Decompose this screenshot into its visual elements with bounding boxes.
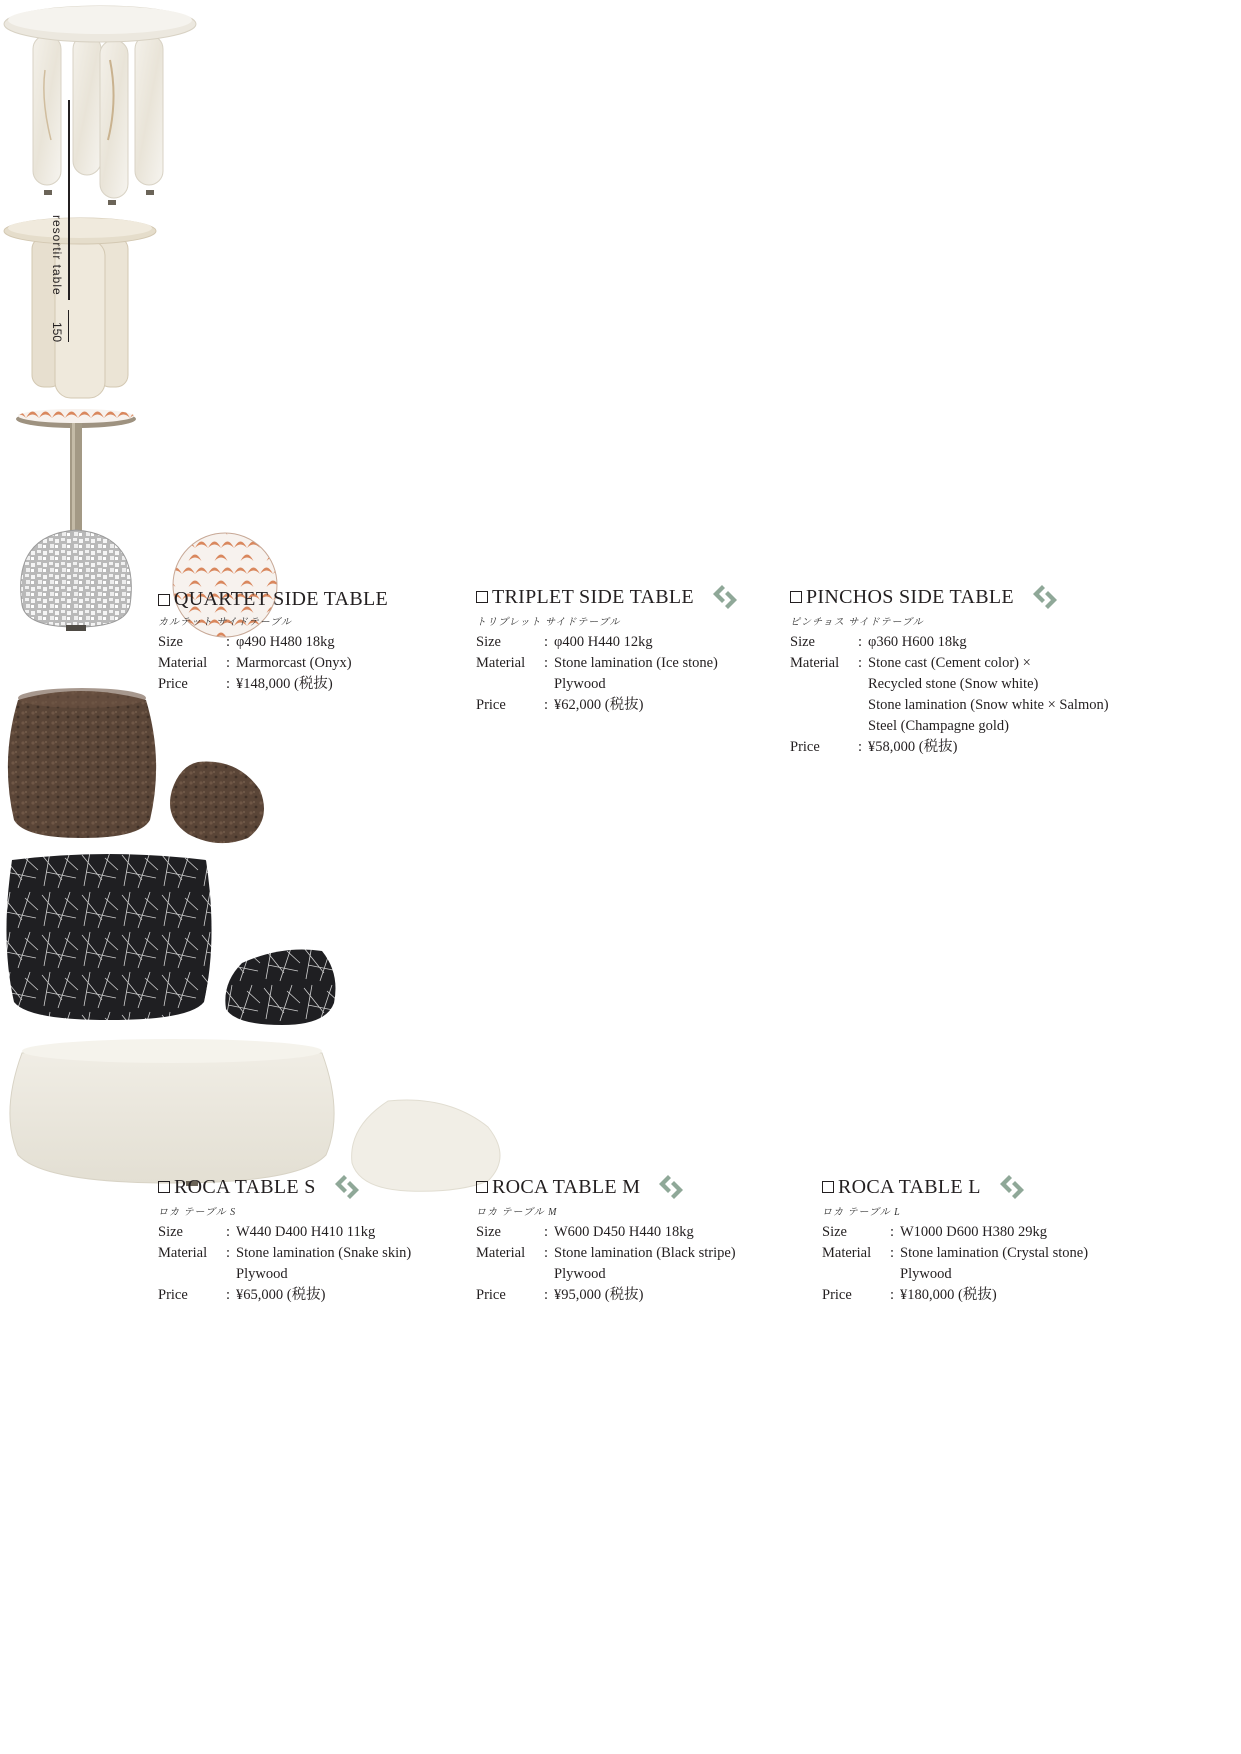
material-line: Steel (Champagne gold)	[868, 718, 1009, 734]
product-kana: トリプレット サイドテーブル	[476, 617, 621, 628]
size-value: W600 D450 H440 18kg	[554, 1224, 694, 1240]
product-specs: Size : W600 D450 H440 18kg Material : Stone lamination (Black stripe) Plywood Price : ¥95,000 (税抜)	[476, 1222, 736, 1306]
size-label: Size	[158, 1224, 183, 1240]
swap-arrows-icon	[997, 1172, 1027, 1202]
product-title-row	[476, 582, 740, 612]
checkbox-icon	[790, 591, 802, 603]
product-title-row	[158, 588, 388, 611]
product-kana: ロカ テーブル L	[822, 1207, 901, 1218]
product-specs: Size : W440 D400 H410 11kg Material : Stone lamination (Snake skin) Plywood Price : ¥65,000 (税抜)	[158, 1222, 411, 1306]
price-value: ¥58,000 (税抜)	[868, 739, 958, 755]
roca-m-top-view	[222, 943, 340, 1028]
material-label: Material	[158, 655, 208, 671]
product-specs: Size : φ400 H440 12kg Material : Stone lamination (Ice stone) Plywood Price : ¥62,000 (税抜)	[476, 632, 718, 716]
roca-s-table-photo	[0, 680, 164, 845]
product-title-row	[158, 1172, 362, 1202]
checkbox-icon	[158, 1181, 170, 1193]
material-line: Plywood	[900, 1266, 952, 1282]
size-label: Size	[790, 634, 815, 650]
product-name: QUARTET SIDE TABLE	[174, 588, 389, 610]
roca-m-table-photo	[0, 850, 218, 1028]
size-label: Size	[476, 1224, 501, 1240]
material-line: Stone lamination (Ice stone)	[554, 655, 718, 671]
price-label: Price	[158, 1287, 188, 1303]
price-value: ¥148,000 (税抜)	[236, 676, 333, 692]
material-label: Material	[822, 1245, 872, 1261]
triplet-table-photo	[0, 215, 160, 400]
product-kana: カルテット サイドテーブル	[158, 617, 292, 628]
material-line: Plywood	[554, 1266, 606, 1282]
price-value: ¥62,000 (税抜)	[554, 697, 644, 713]
size-value: φ360 H600 18kg	[868, 634, 967, 650]
size-value: φ490 H480 18kg	[236, 634, 335, 650]
roca-s-top-view	[168, 760, 268, 845]
section-label: resortir table	[50, 215, 64, 296]
checkbox-icon	[822, 1181, 834, 1193]
product-name: ROCA TABLE S	[174, 1175, 316, 1198]
material-line: Stone lamination (Crystal stone)	[900, 1245, 1089, 1261]
product-name: ROCA TABLE M	[492, 1175, 641, 1198]
material-label: Material	[476, 655, 526, 671]
product-title-row	[822, 1172, 1027, 1202]
material-line: Stone lamination (Black stripe)	[554, 1245, 736, 1261]
material-label: Material	[158, 1245, 208, 1261]
price-label: Price	[822, 1287, 852, 1303]
product-title-row	[476, 1172, 686, 1202]
price-value: ¥65,000 (税抜)	[236, 1287, 326, 1303]
product-specs: Size : φ360 H600 18kg Material : Stone cast (Cement color) × Recycled stone (Snow white) Stone lamination (Snow white × Salmon) Steel (Champagne gold) Price : ¥58,000 (税抜)	[790, 632, 1109, 758]
product-title-row	[790, 582, 1060, 612]
product-specs: Size : W1000 D600 H380 29kg Material : Stone lamination (Crystal stone) Plywood Price : ¥180,000 (税抜)	[822, 1222, 1088, 1306]
price-label: Price	[158, 676, 188, 692]
swap-arrows-icon	[656, 1172, 686, 1202]
quartet-table-photo	[0, 0, 200, 210]
size-label: Size	[158, 634, 183, 650]
swap-arrows-icon	[1030, 582, 1060, 612]
page-number: 150	[50, 322, 64, 343]
size-label: Size	[476, 634, 501, 650]
price-label: Price	[476, 1287, 506, 1303]
price-label: Price	[476, 697, 506, 713]
size-value: W440 D400 H410 11kg	[236, 1224, 376, 1240]
material-label: Material	[790, 655, 840, 671]
material-line: Stone cast (Cement color) ×	[868, 655, 1031, 671]
product-name: PINCHOS SIDE TABLE	[806, 585, 1014, 608]
material-label: Material	[476, 1245, 526, 1261]
size-value: W1000 D600 H380 29kg	[900, 1224, 1048, 1240]
sidebar-rule-short	[68, 310, 69, 342]
checkbox-icon	[476, 591, 488, 603]
price-value: ¥95,000 (税抜)	[554, 1287, 644, 1303]
size-label: Size	[822, 1224, 847, 1240]
material-line: Plywood	[554, 676, 606, 692]
product-kana: ピンチョス サイドテーブル	[790, 617, 924, 628]
product-kana: ロカ テーブル S	[158, 1207, 237, 1218]
roca-l-table-photo	[0, 1033, 344, 1193]
material-line: Stone lamination (Snow white × Salmon)	[868, 697, 1109, 713]
material-line: Marmorcast (Onyx)	[236, 655, 352, 671]
material-line: Recycled stone (Snow white)	[868, 676, 1039, 692]
price-label: Price	[790, 739, 820, 755]
product-name: ROCA TABLE L	[838, 1175, 981, 1198]
material-line: Stone lamination (Snake skin)	[236, 1245, 412, 1261]
swap-arrows-icon	[710, 582, 740, 612]
product-specs: Size : φ490 H480 18kg Material : Marmorcast (Onyx) Price : ¥148,000 (税抜)	[158, 632, 352, 695]
checkbox-icon	[158, 594, 170, 606]
checkbox-icon	[476, 1181, 488, 1193]
product-kana: ロカ テーブル M	[476, 1207, 558, 1218]
swap-arrows-icon	[332, 1172, 362, 1202]
price-value: ¥180,000 (税抜)	[900, 1287, 997, 1303]
sidebar-rule	[68, 100, 70, 300]
size-value: φ400 H440 12kg	[554, 634, 653, 650]
material-line: Plywood	[236, 1266, 288, 1282]
product-name: TRIPLET SIDE TABLE	[492, 585, 694, 608]
